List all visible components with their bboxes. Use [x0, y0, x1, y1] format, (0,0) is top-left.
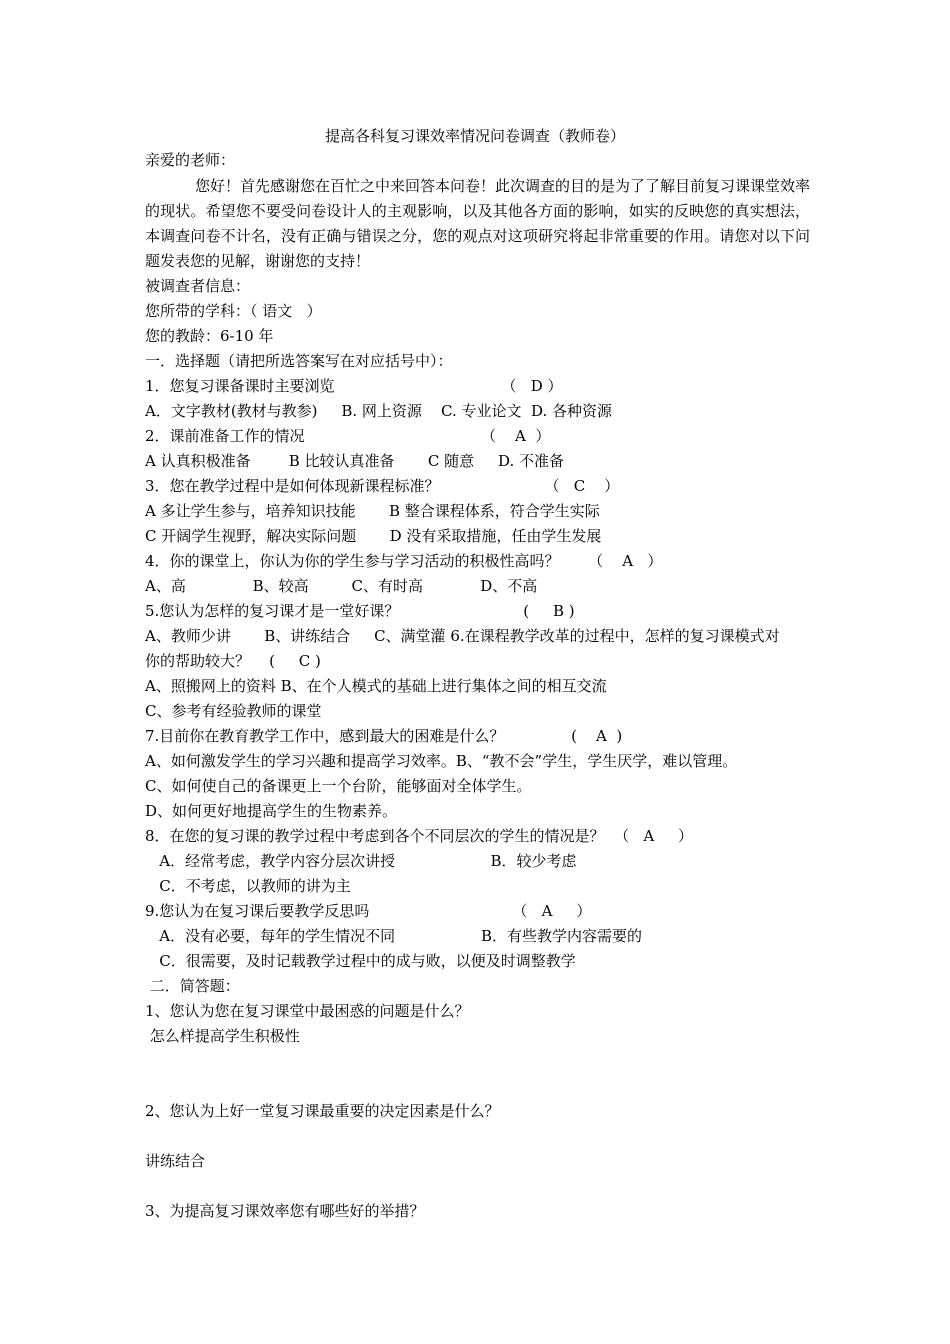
short-answer-3-question: 3、为提高复习课效率您有哪些好的举措？: [145, 1202, 425, 1220]
question-5: 5.您认为怎样的复习课才是一堂好课？ ( B ): [145, 602, 575, 620]
question-9-option-c: C．很需要，及时记载教学过程中的成与败，以便及时调整教学: [145, 952, 576, 970]
short-answer-2-answer: 讲练结合: [145, 1152, 206, 1170]
question-6-option-c: C、参考有经验教师的课堂: [145, 702, 322, 720]
question-8: 8．在您的复习课的教学过程中考虑到各个不同层次的学生的情况是？ （ A ）: [145, 827, 694, 845]
question-2-options: A 认真积极准备 B 比较认真准备 C 随意 D. 不准备: [145, 452, 565, 470]
question-4-options: A、高 B、较高 C、有时高 D、不高: [145, 577, 538, 595]
document-title: 提高各科复习课效率情况问卷调查（教师卷）: [324, 127, 625, 145]
short-answer-2-question: 2、您认为上好一堂复习课最重要的决定因素是什么？: [145, 1102, 500, 1120]
greeting: 亲爱的老师：: [145, 151, 236, 169]
question-9-options-ab: A．没有必要，每年的学生情况不同 B．有些教学内容需要的: [145, 927, 642, 945]
short-answer-1-question: 1、您认为您在复习课堂中最困惑的问题是什么？: [145, 1002, 470, 1020]
teaching-years-line: 您的教龄：6-10 年: [145, 327, 274, 345]
question-7-option-d: D、如何更好地提高学生的生物素养。: [145, 802, 398, 820]
question-3-options-ab: A 多让学生参与，培养知识技能 B 整合课程体系，符合学生实际: [145, 502, 600, 520]
short-answer-1-answer: 怎么样提高学生积极性: [145, 1027, 300, 1045]
question-1-options: A．文字教材(教材与教参) B. 网上资源 C. 专业论文 D. 各种资源: [145, 402, 613, 420]
section1-heading: 一．选择题（请把所选答案写在对应括号中）：: [145, 352, 453, 370]
section2-heading: 二．简答题：: [145, 977, 240, 995]
subject-line: 您所带的学科：（ 语文 ）: [145, 302, 322, 320]
question-6-continued: 你的帮助较大？ ( C ): [145, 652, 321, 670]
intro-paragraph: [145, 174, 810, 274]
question-3: 3．您在教学过程中是如何体现新课程标准？ （ C ）: [145, 477, 620, 495]
question-6-options-ab: A、照搬网上的资料 B、在个人模式的基础上进行集体之间的相互交流: [145, 677, 607, 695]
question-8-options-ab: A．经常考虑，教学内容分层次讲授 B．较少考虑: [145, 852, 577, 870]
question-7: 7.目前你在教育教学工作中，感到最大的困难是什么？ ( A ): [145, 727, 623, 745]
respondent-info-label: 被调查者信息：: [145, 277, 251, 295]
question-9: 9.您认为在复习课后要教学反思吗 （ A ）: [145, 902, 592, 920]
question-2: 2．课前准备工作的情况 （ A ）: [145, 427, 551, 445]
question-3-options-cd: C 开阔学生视野，解决实际问题 D 没有采取措施，任由学生发展: [145, 527, 602, 545]
intro-text: 您好！首先感谢您在百忙之中来回答本问卷！此次调查的目的是为了了解目前复习课课堂效率的现状。希望您不要受问卷设计人的主观影响，以及其他各方面的影响，如实的反映您的真实想法，本调查问卷不计名，没有正确与错误之分，您的观点对这项研究将起非常重要的作用。请您对以下问题发表您的见解，谢谢您的支持！: [145, 177, 811, 270]
question-7-options-ab: A、如何激发学生的学习兴趣和提高学习效率。B、“教不会”学生，学生厌学，难以管理。: [145, 752, 738, 770]
question-5-options: A、教师少讲 B、讲练结合 C、满堂灌 6.在课程教学改革的过程中，怎样的复习课模式对: [145, 627, 780, 645]
question-8-option-c: C．不考虑，以教师的讲为主: [145, 877, 351, 895]
question-1: 1．您复习课备课时主要浏览 （ D ）: [145, 377, 563, 395]
question-7-option-c: C、如何使自己的备课更上一个台阶，能够面对全体学生。: [145, 777, 532, 795]
question-4: 4．你的课堂上，你认为你的学生参与学习活动的积极性高吗？ （ A ）: [145, 552, 663, 570]
